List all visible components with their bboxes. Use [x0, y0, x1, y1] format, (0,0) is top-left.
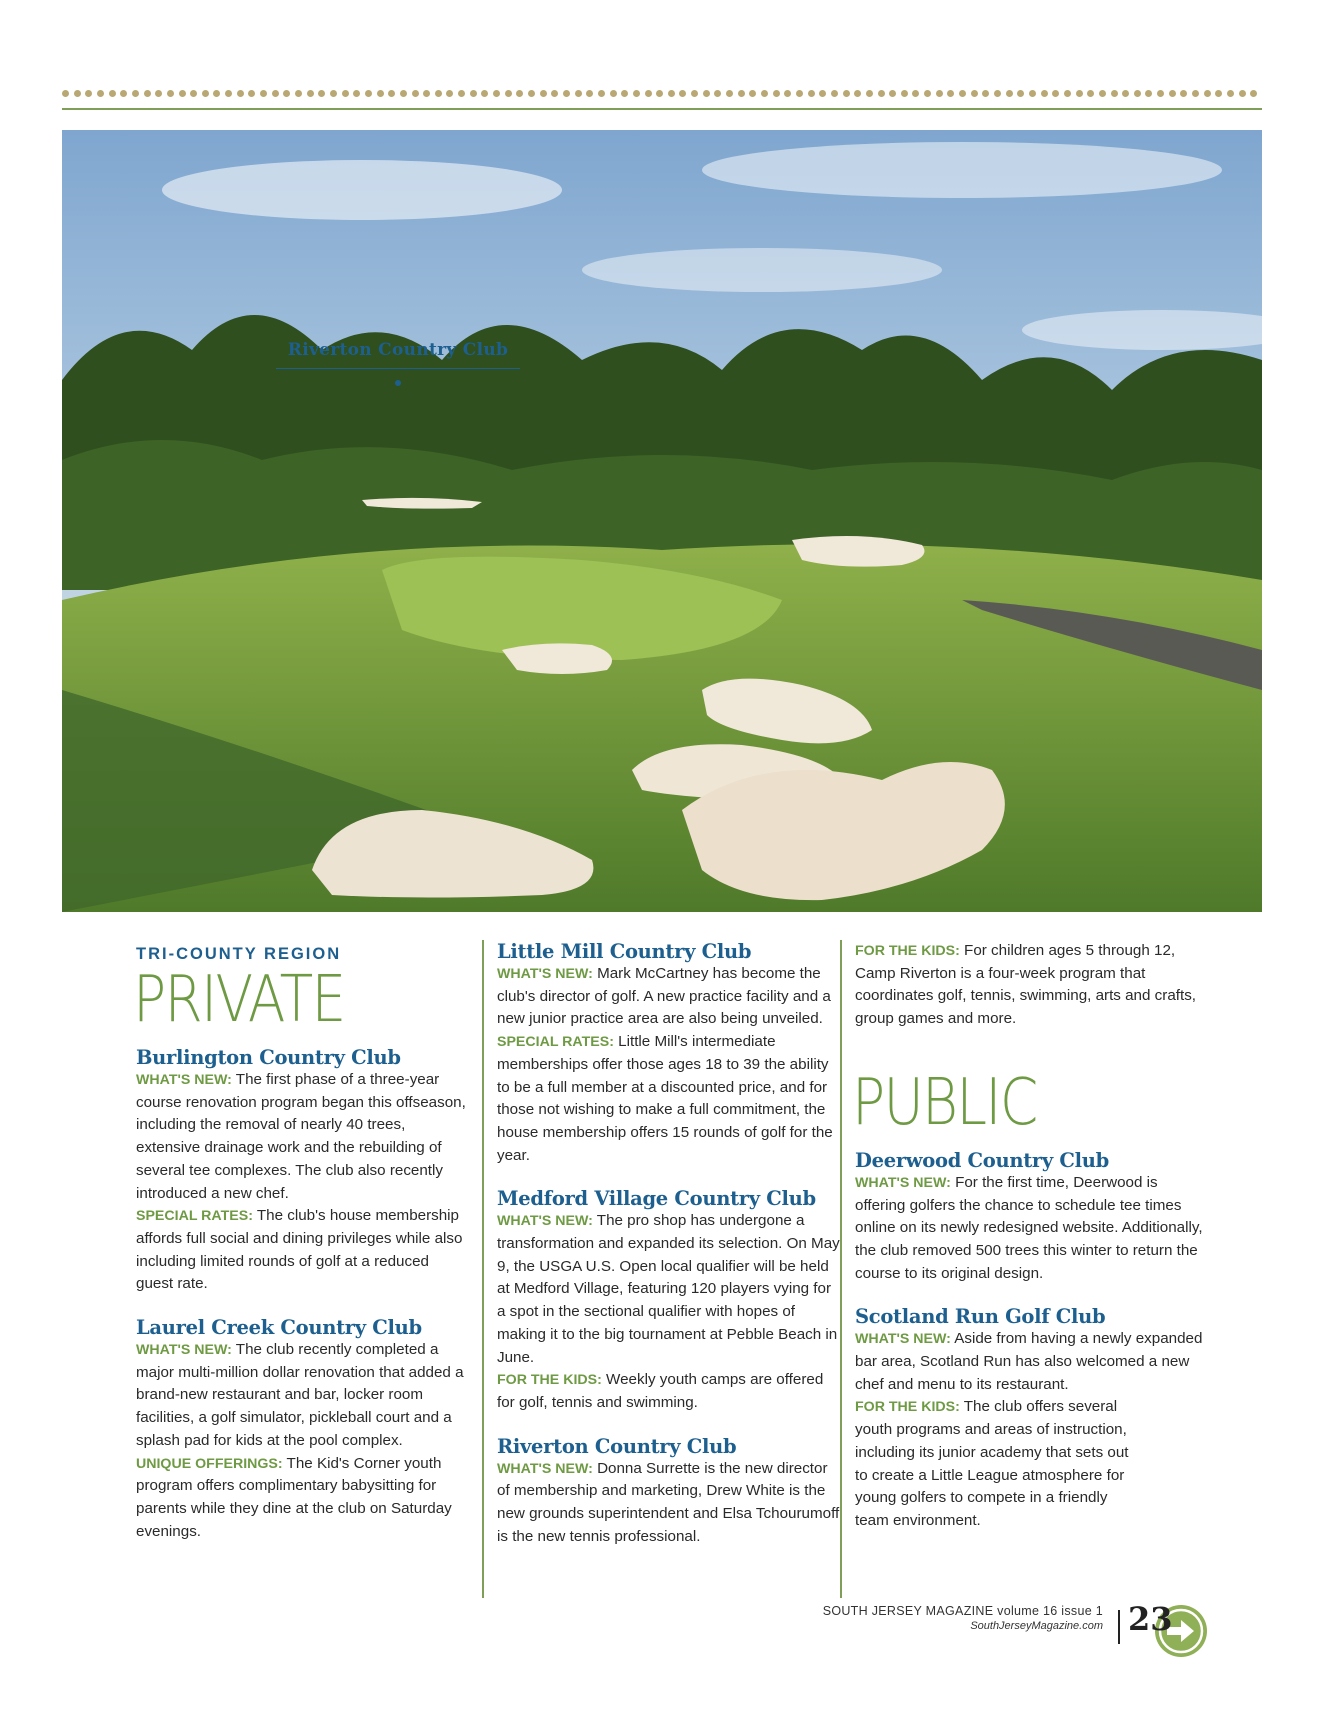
border-dot	[808, 90, 815, 97]
border-dot	[155, 90, 162, 97]
border-dot	[982, 90, 989, 97]
border-dot	[831, 90, 838, 97]
border-dot	[691, 90, 698, 97]
border-dot	[179, 90, 186, 97]
border-dot	[307, 90, 314, 97]
border-dot	[540, 90, 547, 97]
footer-credit	[823, 1604, 1103, 1632]
border-dot	[1250, 90, 1257, 97]
border-dot	[458, 90, 465, 97]
border-dot	[528, 90, 535, 97]
border-dot	[714, 90, 721, 97]
club-name: Laurel Creek Country Club	[136, 1316, 422, 1340]
border-dot	[470, 90, 477, 97]
magazine-issue: SOUTH JERSEY MAGAZINE volume 16 issue 1	[822, 1604, 1103, 1618]
border-dot	[668, 90, 675, 97]
border-dot	[994, 90, 1001, 97]
footer-divider	[1118, 1610, 1120, 1644]
column-public	[840, 940, 1205, 1598]
border-dot	[761, 90, 768, 97]
border-dot	[144, 90, 151, 97]
border-dot	[656, 90, 663, 97]
club-paragraph: WHAT'S NEW: For the first time, Deerwood is offering golfers the chance to schedule tee times online on its newly redesigned website. Additionally, the club removed 500 trees this winter to return the course to its original design.	[855, 1173, 1203, 1282]
club-paragraph: FOR THE KIDS: Weekly youth camps are offered for golf, tennis and swimming.	[497, 1371, 824, 1411]
club-name: Scotland Run Golf Club	[855, 1305, 1106, 1329]
border-dot	[819, 90, 826, 97]
border-dot	[516, 90, 523, 97]
section-heading-private: PRIVATE	[133, 963, 345, 1037]
border-dot	[423, 90, 430, 97]
border-dot	[225, 90, 232, 97]
border-dot	[645, 90, 652, 97]
caption-pin	[395, 380, 401, 386]
border-dot	[1006, 90, 1013, 97]
border-dot	[749, 90, 756, 97]
border-dot	[248, 90, 255, 97]
border-dot	[481, 90, 488, 97]
border-dot	[202, 90, 209, 97]
border-dot	[738, 90, 745, 97]
border-dot	[62, 90, 69, 97]
border-dot	[377, 90, 384, 97]
border-dot	[85, 90, 92, 97]
border-dot	[400, 90, 407, 97]
border-dot	[1215, 90, 1222, 97]
club-paragraph: WHAT'S NEW: The club recently completed a major multi-million dollar renovation that added a brand-new restaurant and bar, locker room facilities, a golf simulator, pickleball court and a splash pad for kids at the pool complex.	[136, 1341, 464, 1449]
hero-photo	[62, 130, 1262, 912]
border-dot	[388, 90, 395, 97]
border-dot	[505, 90, 512, 97]
border-dot	[796, 90, 803, 97]
border-dot	[854, 90, 861, 97]
caption-line	[276, 368, 520, 369]
border-dot	[773, 90, 780, 97]
border-dot	[318, 90, 325, 97]
club-paragraph: SPECIAL RATES: Little Mill's intermediate memberships offer those ages 18 to 39 the ability to be a full member at a discounted price, and for those not wishing to make a full commitment, the house membership offers 15 rounds of golf for the year.	[497, 1033, 833, 1164]
column-private	[133, 940, 466, 1543]
border-dot	[1041, 90, 1048, 97]
club-paragraph: FOR THE KIDS: For children ages 5 through 12, Camp Riverton is a four-week program that coordinates golf, tennis, swimming, arts and crafts, group games and more.	[855, 942, 1197, 1028]
club-name: Little Mill Country Club	[497, 940, 752, 963]
top-rule	[62, 108, 1262, 110]
club-name: Burlington Country Club	[136, 1046, 401, 1069]
border-dot	[446, 90, 453, 97]
border-dot	[330, 90, 337, 97]
border-dot	[132, 90, 139, 97]
region-label: TRI-COUNTY REGION	[136, 945, 342, 963]
page-number: 23	[1128, 1600, 1173, 1638]
border-dot	[971, 90, 978, 97]
border-dot	[412, 90, 419, 97]
border-dot	[947, 90, 954, 97]
border-dot	[1134, 90, 1141, 97]
border-dot	[167, 90, 174, 97]
photo-caption	[276, 340, 520, 386]
border-dot	[1204, 90, 1211, 97]
border-dot	[272, 90, 279, 97]
border-dot	[551, 90, 558, 97]
photo-caption-text: Riverton Country Club	[287, 340, 509, 360]
section-heading-public: PUBLIC	[852, 1065, 1037, 1140]
border-dot	[679, 90, 686, 97]
border-dot	[295, 90, 302, 97]
club-paragraph: WHAT'S NEW: Donna Surrette is the new director of membership and marketing, Drew White is the new grounds superintendent and Elsa Tchourumoff is the new tennis professional.	[497, 1459, 840, 1545]
club-name: Riverton Country Club	[497, 1434, 737, 1458]
border-dot	[1145, 90, 1152, 97]
border-dot	[1227, 90, 1234, 97]
border-dot	[237, 90, 244, 97]
border-dot	[1169, 90, 1176, 97]
border-dot	[342, 90, 349, 97]
border-dot	[866, 90, 873, 97]
border-dot	[784, 90, 791, 97]
border-dot	[213, 90, 220, 97]
border-dot	[586, 90, 593, 97]
club-paragraph: FOR THE KIDS: The club offers several youth programs and areas of instruction, including its junior academy that sets out to create a Little League atmosphere for young golfers to compete in a friendly team environment.	[855, 1398, 1129, 1529]
club-name: Deerwood Country Club	[855, 1148, 1109, 1172]
club-paragraph: SPECIAL RATES: The club's house membership affords full social and dining privileges while also including limited rounds of golf at a reduced guest rate.	[136, 1207, 463, 1293]
border-dot	[703, 90, 710, 97]
border-dot	[1052, 90, 1059, 97]
border-dot	[563, 90, 570, 97]
border-dot	[1157, 90, 1164, 97]
border-dot	[621, 90, 628, 97]
border-dot	[610, 90, 617, 97]
border-dot	[283, 90, 290, 97]
club-paragraph: WHAT'S NEW: The pro shop has undergone a transformation and expanded its selection. On May 9, the USGA U.S. Open local qualifier will be held at Medford Village, featuring 120 players vying for a spot in the sectional qualifier with hopes of making it to the big tournament at Pebble Beach in June.	[497, 1212, 840, 1366]
border-dot	[575, 90, 582, 97]
border-dot	[1099, 90, 1106, 97]
border-dot	[1029, 90, 1036, 97]
border-dot	[843, 90, 850, 97]
club-paragraph: WHAT'S NEW: The first phase of a three-year course renovation program began this offseason, including the removal of nearly 40 trees, extensive drainage work and the rebuilding of several tee complexes. The club also recently introduced a new chef.	[136, 1071, 466, 1202]
border-dot	[1017, 90, 1024, 97]
column-private-continued	[482, 940, 841, 1598]
club-paragraph: UNIQUE OFFERINGS: The Kid's Corner youth program offers complimentary babysitting for parents while they dine at the club on Saturday evenings.	[136, 1454, 452, 1540]
border-dot	[889, 90, 896, 97]
border-dot	[1122, 90, 1129, 97]
golf-course-photo	[62, 130, 1262, 912]
border-dot	[924, 90, 931, 97]
border-dot	[365, 90, 372, 97]
border-dot	[633, 90, 640, 97]
club-paragraph: WHAT'S NEW: Mark McCartney has become the club's director of golf. A new practice facility and a new junior practice area are also being unveiled.	[497, 965, 831, 1028]
magazine-website: SouthJerseyMagazine.com	[970, 1620, 1103, 1632]
club-paragraph: WHAT'S NEW: Aside from having a newly expanded bar area, Scotland Run has also welcomed a new chef and menu to its restaurant.	[855, 1330, 1203, 1393]
dotted-border	[62, 90, 1262, 100]
border-dot	[74, 90, 81, 97]
border-dot	[353, 90, 360, 97]
border-dot	[598, 90, 605, 97]
border-dot	[726, 90, 733, 97]
border-dot	[901, 90, 908, 97]
border-dot	[435, 90, 442, 97]
border-dot	[1239, 90, 1246, 97]
border-dot	[936, 90, 943, 97]
border-dot	[1087, 90, 1094, 97]
border-dot	[1192, 90, 1199, 97]
border-dot	[493, 90, 500, 97]
border-dot	[1076, 90, 1083, 97]
border-dot	[1064, 90, 1071, 97]
border-dot	[878, 90, 885, 97]
club-name: Medford Village Country Club	[497, 1187, 816, 1211]
border-dot	[1111, 90, 1118, 97]
border-dot	[912, 90, 919, 97]
border-dot	[260, 90, 267, 97]
border-dot	[109, 90, 116, 97]
border-dot	[959, 90, 966, 97]
border-dot	[1180, 90, 1187, 97]
border-dot	[190, 90, 197, 97]
border-dot	[97, 90, 104, 97]
border-dot	[120, 90, 127, 97]
